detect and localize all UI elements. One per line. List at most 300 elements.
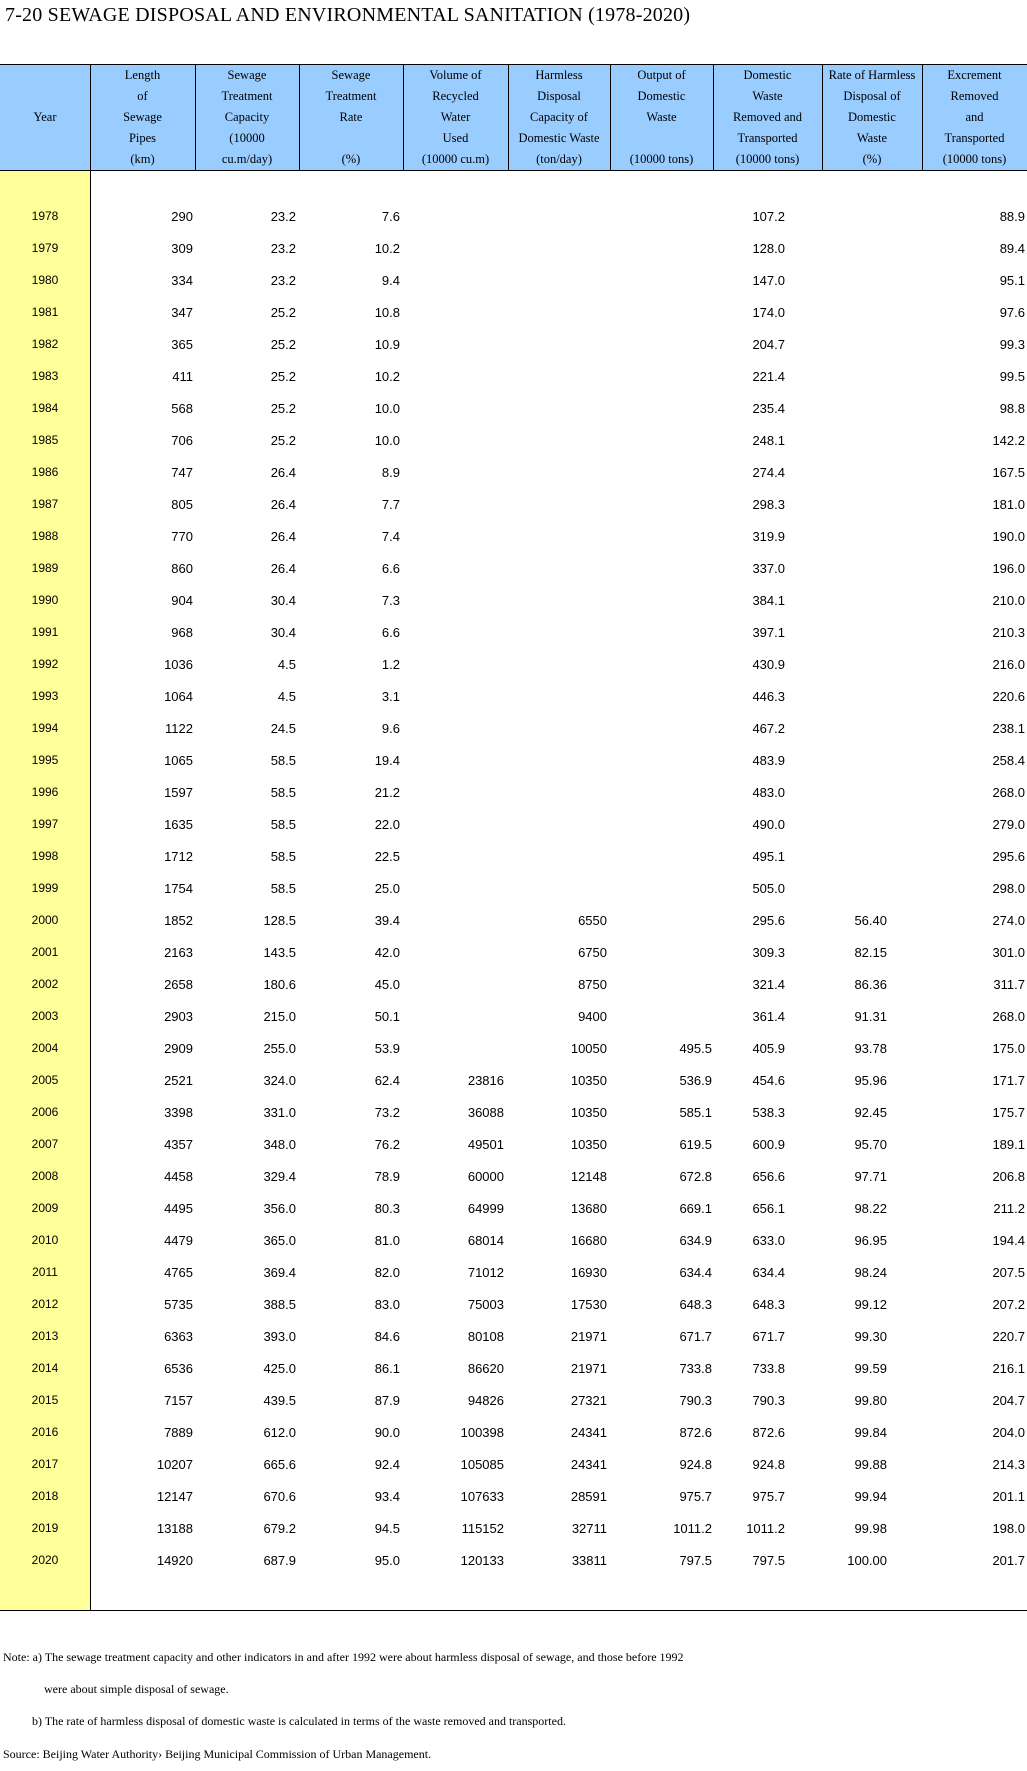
- column-divider: [403, 64, 404, 170]
- value-cell: 248.1: [752, 433, 785, 448]
- value-cell: 3398: [164, 1105, 193, 1120]
- value-cell: 295.6: [752, 913, 785, 928]
- table-row: [0, 1385, 1027, 1417]
- value-cell: 2903: [164, 1009, 193, 1024]
- value-cell: 96.95: [854, 1233, 887, 1248]
- value-cell: 99.94: [854, 1489, 887, 1504]
- year-cell: 1996: [31, 785, 59, 799]
- value-cell: 99.5: [999, 369, 1025, 384]
- value-cell: 24341: [570, 1457, 607, 1472]
- value-cell: 99.84: [854, 1425, 887, 1440]
- value-cell: 215.0: [263, 1009, 296, 1024]
- table-row: [0, 1321, 1027, 1353]
- year-cell: 1999: [31, 881, 59, 895]
- value-cell: 279.0: [992, 817, 1025, 832]
- value-cell: 797.5: [752, 1553, 785, 1568]
- value-cell: 405.9: [752, 1041, 785, 1056]
- value-cell: 82.15: [854, 945, 887, 960]
- value-cell: 99.3: [999, 337, 1025, 352]
- value-cell: 220.7: [992, 1329, 1025, 1344]
- table-row: [0, 1513, 1027, 1545]
- year-cell: 2004: [31, 1041, 59, 1055]
- value-cell: 39.4: [374, 913, 400, 928]
- value-cell: 1.2: [381, 657, 400, 672]
- data-table: [0, 64, 1027, 1610]
- value-cell: 274.0: [992, 913, 1025, 928]
- value-cell: 24.5: [270, 721, 296, 736]
- value-cell: 790.3: [752, 1393, 785, 1408]
- value-cell: 536.9: [679, 1073, 712, 1088]
- value-cell: 439.5: [263, 1393, 296, 1408]
- value-cell: 483.0: [752, 785, 785, 800]
- value-cell: 98.22: [854, 1201, 887, 1216]
- value-cell: 4765: [164, 1265, 193, 1280]
- value-cell: 790.3: [679, 1393, 712, 1408]
- table-row: [0, 745, 1027, 777]
- value-cell: 210.0: [992, 593, 1025, 608]
- value-cell: 22.0: [374, 817, 400, 832]
- table-row: [0, 457, 1027, 489]
- table-row: [0, 1353, 1027, 1385]
- table-row: [0, 393, 1027, 425]
- column-header: Rate of Harmless Disposal of Domestic Waste (%): [828, 67, 916, 166]
- year-cell: 2000: [31, 913, 59, 927]
- value-cell: 298.3: [752, 497, 785, 512]
- year-cell: 1982: [31, 337, 59, 351]
- value-cell: 97.6: [999, 305, 1025, 320]
- value-cell: 634.4: [679, 1265, 712, 1280]
- value-cell: 483.9: [752, 753, 785, 768]
- value-cell: 16680: [570, 1233, 607, 1248]
- value-cell: 23816: [467, 1073, 504, 1088]
- value-cell: 3.1: [381, 689, 400, 704]
- value-cell: 7889: [164, 1425, 193, 1440]
- value-cell: 24341: [570, 1425, 607, 1440]
- value-cell: 238.1: [992, 721, 1025, 736]
- value-cell: 95.0: [374, 1553, 400, 1568]
- column-header: Output of Domestic Waste (10000 tons): [629, 67, 694, 166]
- value-cell: 86.36: [854, 977, 887, 992]
- year-cell: 1989: [31, 561, 59, 575]
- value-cell: 210.3: [992, 625, 1025, 640]
- value-cell: 656.6: [752, 1169, 785, 1184]
- table-row: [0, 681, 1027, 713]
- column-divider: [610, 64, 611, 170]
- value-cell: 6.6: [381, 625, 400, 640]
- value-cell: 32711: [571, 1521, 607, 1536]
- value-cell: 214.3: [992, 1457, 1025, 1472]
- value-cell: 669.1: [679, 1201, 712, 1216]
- value-cell: 105085: [460, 1457, 504, 1472]
- value-cell: 274.4: [752, 465, 785, 480]
- year-cell: 2002: [31, 977, 59, 991]
- table-row: [0, 777, 1027, 809]
- year-cell: 1983: [31, 369, 59, 383]
- value-cell: 258.4: [992, 753, 1025, 768]
- value-cell: 99.12: [854, 1297, 887, 1312]
- value-cell: 7.6: [381, 209, 400, 224]
- value-cell: 321.4: [752, 977, 785, 992]
- table-row: [0, 1193, 1027, 1225]
- year-cell: 2003: [31, 1009, 59, 1023]
- value-cell: 42.0: [374, 945, 400, 960]
- value-cell: 14920: [156, 1553, 193, 1568]
- value-cell: 10350: [570, 1073, 607, 1088]
- value-cell: 334: [171, 273, 193, 288]
- value-cell: 324.0: [263, 1073, 296, 1088]
- year-cell: 1980: [31, 273, 59, 287]
- value-cell: 194.4: [992, 1233, 1025, 1248]
- value-cell: 7.4: [381, 529, 400, 544]
- value-cell: 56.40: [854, 913, 887, 928]
- column-header: Volume of Recycled Water Used (10000 cu.m): [421, 67, 490, 166]
- value-cell: 235.4: [752, 401, 785, 416]
- value-cell: 8750: [578, 977, 607, 992]
- value-cell: 16930: [570, 1265, 607, 1280]
- table-row: [0, 521, 1027, 553]
- table-row: [0, 1065, 1027, 1097]
- value-cell: 10.2: [374, 369, 400, 384]
- table-row: [0, 1161, 1027, 1193]
- value-cell: 679.2: [263, 1521, 296, 1536]
- value-cell: 21971: [570, 1329, 607, 1344]
- value-cell: 23.2: [270, 273, 296, 288]
- value-cell: 82.0: [374, 1265, 400, 1280]
- table-row: [0, 201, 1027, 233]
- value-cell: 872.6: [752, 1425, 785, 1440]
- value-cell: 94.5: [374, 1521, 400, 1536]
- value-cell: 13680: [570, 1201, 607, 1216]
- value-cell: 204.7: [752, 337, 785, 352]
- value-cell: 612.0: [263, 1425, 296, 1440]
- value-cell: 120133: [460, 1553, 504, 1568]
- value-cell: 25.2: [270, 305, 296, 320]
- year-cell: 1992: [31, 657, 59, 671]
- value-cell: 198.0: [992, 1521, 1025, 1536]
- value-cell: 190.0: [992, 529, 1025, 544]
- value-cell: 2521: [164, 1073, 193, 1088]
- value-cell: 147.0: [752, 273, 785, 288]
- value-cell: 1065: [164, 753, 193, 768]
- table-row: [0, 937, 1027, 969]
- table-row: [0, 233, 1027, 265]
- value-cell: 467.2: [752, 721, 785, 736]
- column-divider: [299, 64, 300, 170]
- value-cell: 706: [171, 433, 193, 448]
- value-cell: 1011.2: [746, 1521, 785, 1536]
- year-cell: 1993: [31, 689, 59, 703]
- table-row: [0, 1001, 1027, 1033]
- year-cell: 1985: [31, 433, 59, 447]
- value-cell: 201.1: [992, 1489, 1025, 1504]
- note-a-line2: were about simple disposal of sewage.: [44, 1682, 229, 1696]
- value-cell: 687.9: [263, 1553, 296, 1568]
- value-cell: 99.59: [854, 1361, 887, 1376]
- value-cell: 538.3: [752, 1105, 785, 1120]
- value-cell: 268.0: [992, 785, 1025, 800]
- column-header: Length of Sewage Pipes (km): [123, 67, 162, 166]
- table-row: [0, 297, 1027, 329]
- value-cell: 7157: [164, 1393, 193, 1408]
- value-cell: 9400: [578, 1009, 607, 1024]
- value-cell: 290: [171, 209, 193, 224]
- year-cell: 2018: [31, 1489, 59, 1503]
- value-cell: 97.71: [854, 1169, 887, 1184]
- value-cell: 98.8: [999, 401, 1025, 416]
- column-divider: [508, 64, 509, 170]
- value-cell: 337.0: [752, 561, 785, 576]
- value-cell: 107.2: [752, 209, 785, 224]
- value-cell: 26.4: [270, 465, 296, 480]
- value-cell: 204.0: [992, 1425, 1025, 1440]
- value-cell: 393.0: [263, 1329, 296, 1344]
- value-cell: 672.8: [679, 1169, 712, 1184]
- year-cell: 2017: [31, 1457, 59, 1471]
- table-title: 7-20 SEWAGE DISPOSAL AND ENVIRONMENTAL SANITATION (1978-2020): [5, 4, 691, 26]
- value-cell: 12147: [156, 1489, 193, 1504]
- value-cell: 220.6: [992, 689, 1025, 704]
- year-cell: 1997: [31, 817, 59, 831]
- year-cell: 2014: [31, 1361, 59, 1375]
- value-cell: 87.9: [374, 1393, 400, 1408]
- year-cell: 2011: [32, 1265, 58, 1279]
- value-cell: 175.0: [992, 1041, 1025, 1056]
- value-cell: 6750: [578, 945, 607, 960]
- value-cell: 94826: [467, 1393, 504, 1408]
- value-cell: 71012: [467, 1265, 504, 1280]
- value-cell: 671.7: [679, 1329, 712, 1344]
- value-cell: 1635: [164, 817, 193, 832]
- value-cell: 201.7: [992, 1553, 1025, 1568]
- value-cell: 25.0: [374, 881, 400, 896]
- value-cell: 568: [171, 401, 193, 416]
- year-cell: 1998: [31, 849, 59, 863]
- value-cell: 8.9: [381, 465, 400, 480]
- value-cell: 634.4: [752, 1265, 785, 1280]
- value-cell: 309.3: [752, 945, 785, 960]
- value-cell: 90.0: [374, 1425, 400, 1440]
- value-cell: 89.4: [999, 241, 1025, 256]
- value-cell: 30.4: [270, 593, 296, 608]
- year-cell: 1981: [31, 305, 59, 319]
- value-cell: 221.4: [752, 369, 785, 384]
- value-cell: 924.8: [679, 1457, 712, 1472]
- value-cell: 6363: [164, 1329, 193, 1344]
- value-cell: 171.7: [992, 1073, 1025, 1088]
- value-cell: 4.5: [277, 689, 296, 704]
- value-cell: 805: [171, 497, 193, 512]
- value-cell: 95.96: [854, 1073, 887, 1088]
- value-cell: 13188: [156, 1521, 193, 1536]
- value-cell: 1064: [164, 689, 193, 704]
- value-cell: 600.9: [752, 1137, 785, 1152]
- value-cell: 10.9: [374, 337, 400, 352]
- value-cell: 1011.2: [673, 1521, 712, 1536]
- value-cell: 347: [171, 305, 193, 320]
- year-cell: 1994: [31, 721, 59, 735]
- value-cell: 10050: [570, 1041, 607, 1056]
- year-cell: 2010: [31, 1233, 59, 1247]
- column-header: Sewage Treatment Rate (%): [325, 67, 377, 166]
- value-cell: 9.4: [381, 273, 400, 288]
- table-row: [0, 585, 1027, 617]
- value-cell: 656.1: [752, 1201, 785, 1216]
- value-cell: 770: [171, 529, 193, 544]
- value-cell: 295.6: [992, 849, 1025, 864]
- year-cell: 2019: [31, 1521, 59, 1535]
- value-cell: 99.98: [854, 1521, 887, 1536]
- value-cell: 78.9: [374, 1169, 400, 1184]
- year-cell: 1987: [31, 497, 59, 511]
- table-row: [0, 329, 1027, 361]
- year-cell: 1995: [31, 753, 59, 767]
- value-cell: 92.45: [854, 1105, 887, 1120]
- value-cell: 28591: [570, 1489, 607, 1504]
- value-cell: 189.1: [992, 1137, 1025, 1152]
- value-cell: 27321: [570, 1393, 607, 1408]
- value-cell: 633.0: [752, 1233, 785, 1248]
- value-cell: 26.4: [270, 561, 296, 576]
- value-cell: 388.5: [263, 1297, 296, 1312]
- value-cell: 329.4: [263, 1169, 296, 1184]
- value-cell: 19.4: [374, 753, 400, 768]
- value-cell: 1122: [165, 721, 193, 736]
- value-cell: 301.0: [992, 945, 1025, 960]
- value-cell: 454.6: [752, 1073, 785, 1088]
- value-cell: 10207: [156, 1457, 193, 1472]
- table-row: [0, 617, 1027, 649]
- value-cell: 733.8: [752, 1361, 785, 1376]
- value-cell: 968: [171, 625, 193, 640]
- value-cell: 670.6: [263, 1489, 296, 1504]
- year-cell: 1984: [31, 401, 59, 415]
- value-cell: 21971: [570, 1361, 607, 1376]
- value-cell: 872.6: [679, 1425, 712, 1440]
- year-cell: 2009: [31, 1201, 59, 1215]
- value-cell: 196.0: [992, 561, 1025, 576]
- value-cell: 648.3: [752, 1297, 785, 1312]
- value-cell: 23.2: [270, 241, 296, 256]
- value-cell: 84.6: [374, 1329, 400, 1344]
- value-cell: 495.1: [752, 849, 785, 864]
- table-row: [0, 553, 1027, 585]
- value-cell: 93.4: [374, 1489, 400, 1504]
- value-cell: 175.7: [992, 1105, 1025, 1120]
- value-cell: 10.8: [374, 305, 400, 320]
- value-cell: 4458: [164, 1169, 193, 1184]
- value-cell: 75003: [467, 1297, 504, 1312]
- value-cell: 58.5: [270, 785, 296, 800]
- value-cell: 425.0: [263, 1361, 296, 1376]
- year-cell: 2020: [31, 1553, 59, 1567]
- value-cell: 4495: [164, 1201, 193, 1216]
- value-cell: 975.7: [679, 1489, 712, 1504]
- value-cell: 309: [171, 241, 193, 256]
- value-cell: 53.9: [374, 1041, 400, 1056]
- year-cell: 2005: [31, 1073, 59, 1087]
- table-row: [0, 905, 1027, 937]
- value-cell: 671.7: [752, 1329, 785, 1344]
- table-row: [0, 841, 1027, 873]
- year-cell: 1978: [31, 209, 59, 223]
- year-cell: 2008: [31, 1169, 59, 1183]
- value-cell: 369.4: [263, 1265, 296, 1280]
- value-cell: 5735: [164, 1297, 193, 1312]
- value-cell: 115152: [461, 1521, 504, 1536]
- value-cell: 68014: [467, 1233, 504, 1248]
- value-cell: 446.3: [752, 689, 785, 704]
- value-cell: 36088: [467, 1105, 504, 1120]
- year-cell: 1991: [31, 625, 59, 639]
- value-cell: 319.9: [752, 529, 785, 544]
- bottom-rule: [0, 1610, 1027, 1611]
- value-cell: 80.3: [374, 1201, 400, 1216]
- column-header: Domestic Waste Removed and Transported (10000 tons): [732, 67, 803, 166]
- value-cell: 88.9: [999, 209, 1025, 224]
- source-line: Source: Beijing Water Authority› Beijing Municipal Commission of Urban Management.: [3, 1747, 432, 1761]
- value-cell: 64999: [467, 1201, 504, 1216]
- column-header: Year: [33, 109, 57, 124]
- value-cell: 1852: [164, 913, 193, 928]
- value-cell: 2909: [164, 1041, 193, 1056]
- value-cell: 1597: [164, 785, 193, 800]
- table-row: [0, 1097, 1027, 1129]
- value-cell: 1712: [164, 849, 193, 864]
- value-cell: 211.2: [993, 1201, 1025, 1216]
- value-cell: 81.0: [374, 1233, 400, 1248]
- year-cell: 2013: [31, 1329, 59, 1343]
- table-row: [0, 1033, 1027, 1065]
- value-cell: 83.0: [374, 1297, 400, 1312]
- value-cell: 331.0: [263, 1105, 296, 1120]
- value-cell: 9.6: [381, 721, 400, 736]
- value-cell: 49501: [467, 1137, 504, 1152]
- table-row: [0, 809, 1027, 841]
- value-cell: 747: [171, 465, 193, 480]
- year-cell: 2007: [31, 1137, 59, 1151]
- table-row: [0, 1545, 1027, 1577]
- table-row: [0, 873, 1027, 905]
- value-cell: 6536: [164, 1361, 193, 1376]
- value-cell: 50.1: [374, 1009, 400, 1024]
- value-cell: 180.6: [263, 977, 296, 992]
- value-cell: 174.0: [752, 305, 785, 320]
- year-cell: 2006: [31, 1105, 59, 1119]
- year-cell: 1988: [31, 529, 59, 543]
- value-cell: 6.6: [381, 561, 400, 576]
- value-cell: 356.0: [263, 1201, 296, 1216]
- value-cell: 91.31: [854, 1009, 887, 1024]
- value-cell: 142.2: [992, 433, 1025, 448]
- value-cell: 25.2: [270, 433, 296, 448]
- value-cell: 58.5: [270, 817, 296, 832]
- value-cell: 505.0: [752, 881, 785, 896]
- value-cell: 60000: [467, 1169, 504, 1184]
- value-cell: 298.0: [992, 881, 1025, 896]
- value-cell: 107633: [460, 1489, 504, 1504]
- value-cell: 397.1: [752, 625, 785, 640]
- value-cell: 904: [171, 593, 193, 608]
- value-cell: 21.2: [374, 785, 400, 800]
- column-header: Excrement Removed and Transported (10000 tons): [942, 67, 1007, 166]
- table-row: [0, 1225, 1027, 1257]
- value-cell: 23.2: [270, 209, 296, 224]
- value-cell: 25.2: [270, 337, 296, 352]
- value-cell: 797.5: [679, 1553, 712, 1568]
- value-cell: 181.0: [992, 497, 1025, 512]
- value-cell: 167.5: [992, 465, 1025, 480]
- value-cell: 216.1: [992, 1361, 1025, 1376]
